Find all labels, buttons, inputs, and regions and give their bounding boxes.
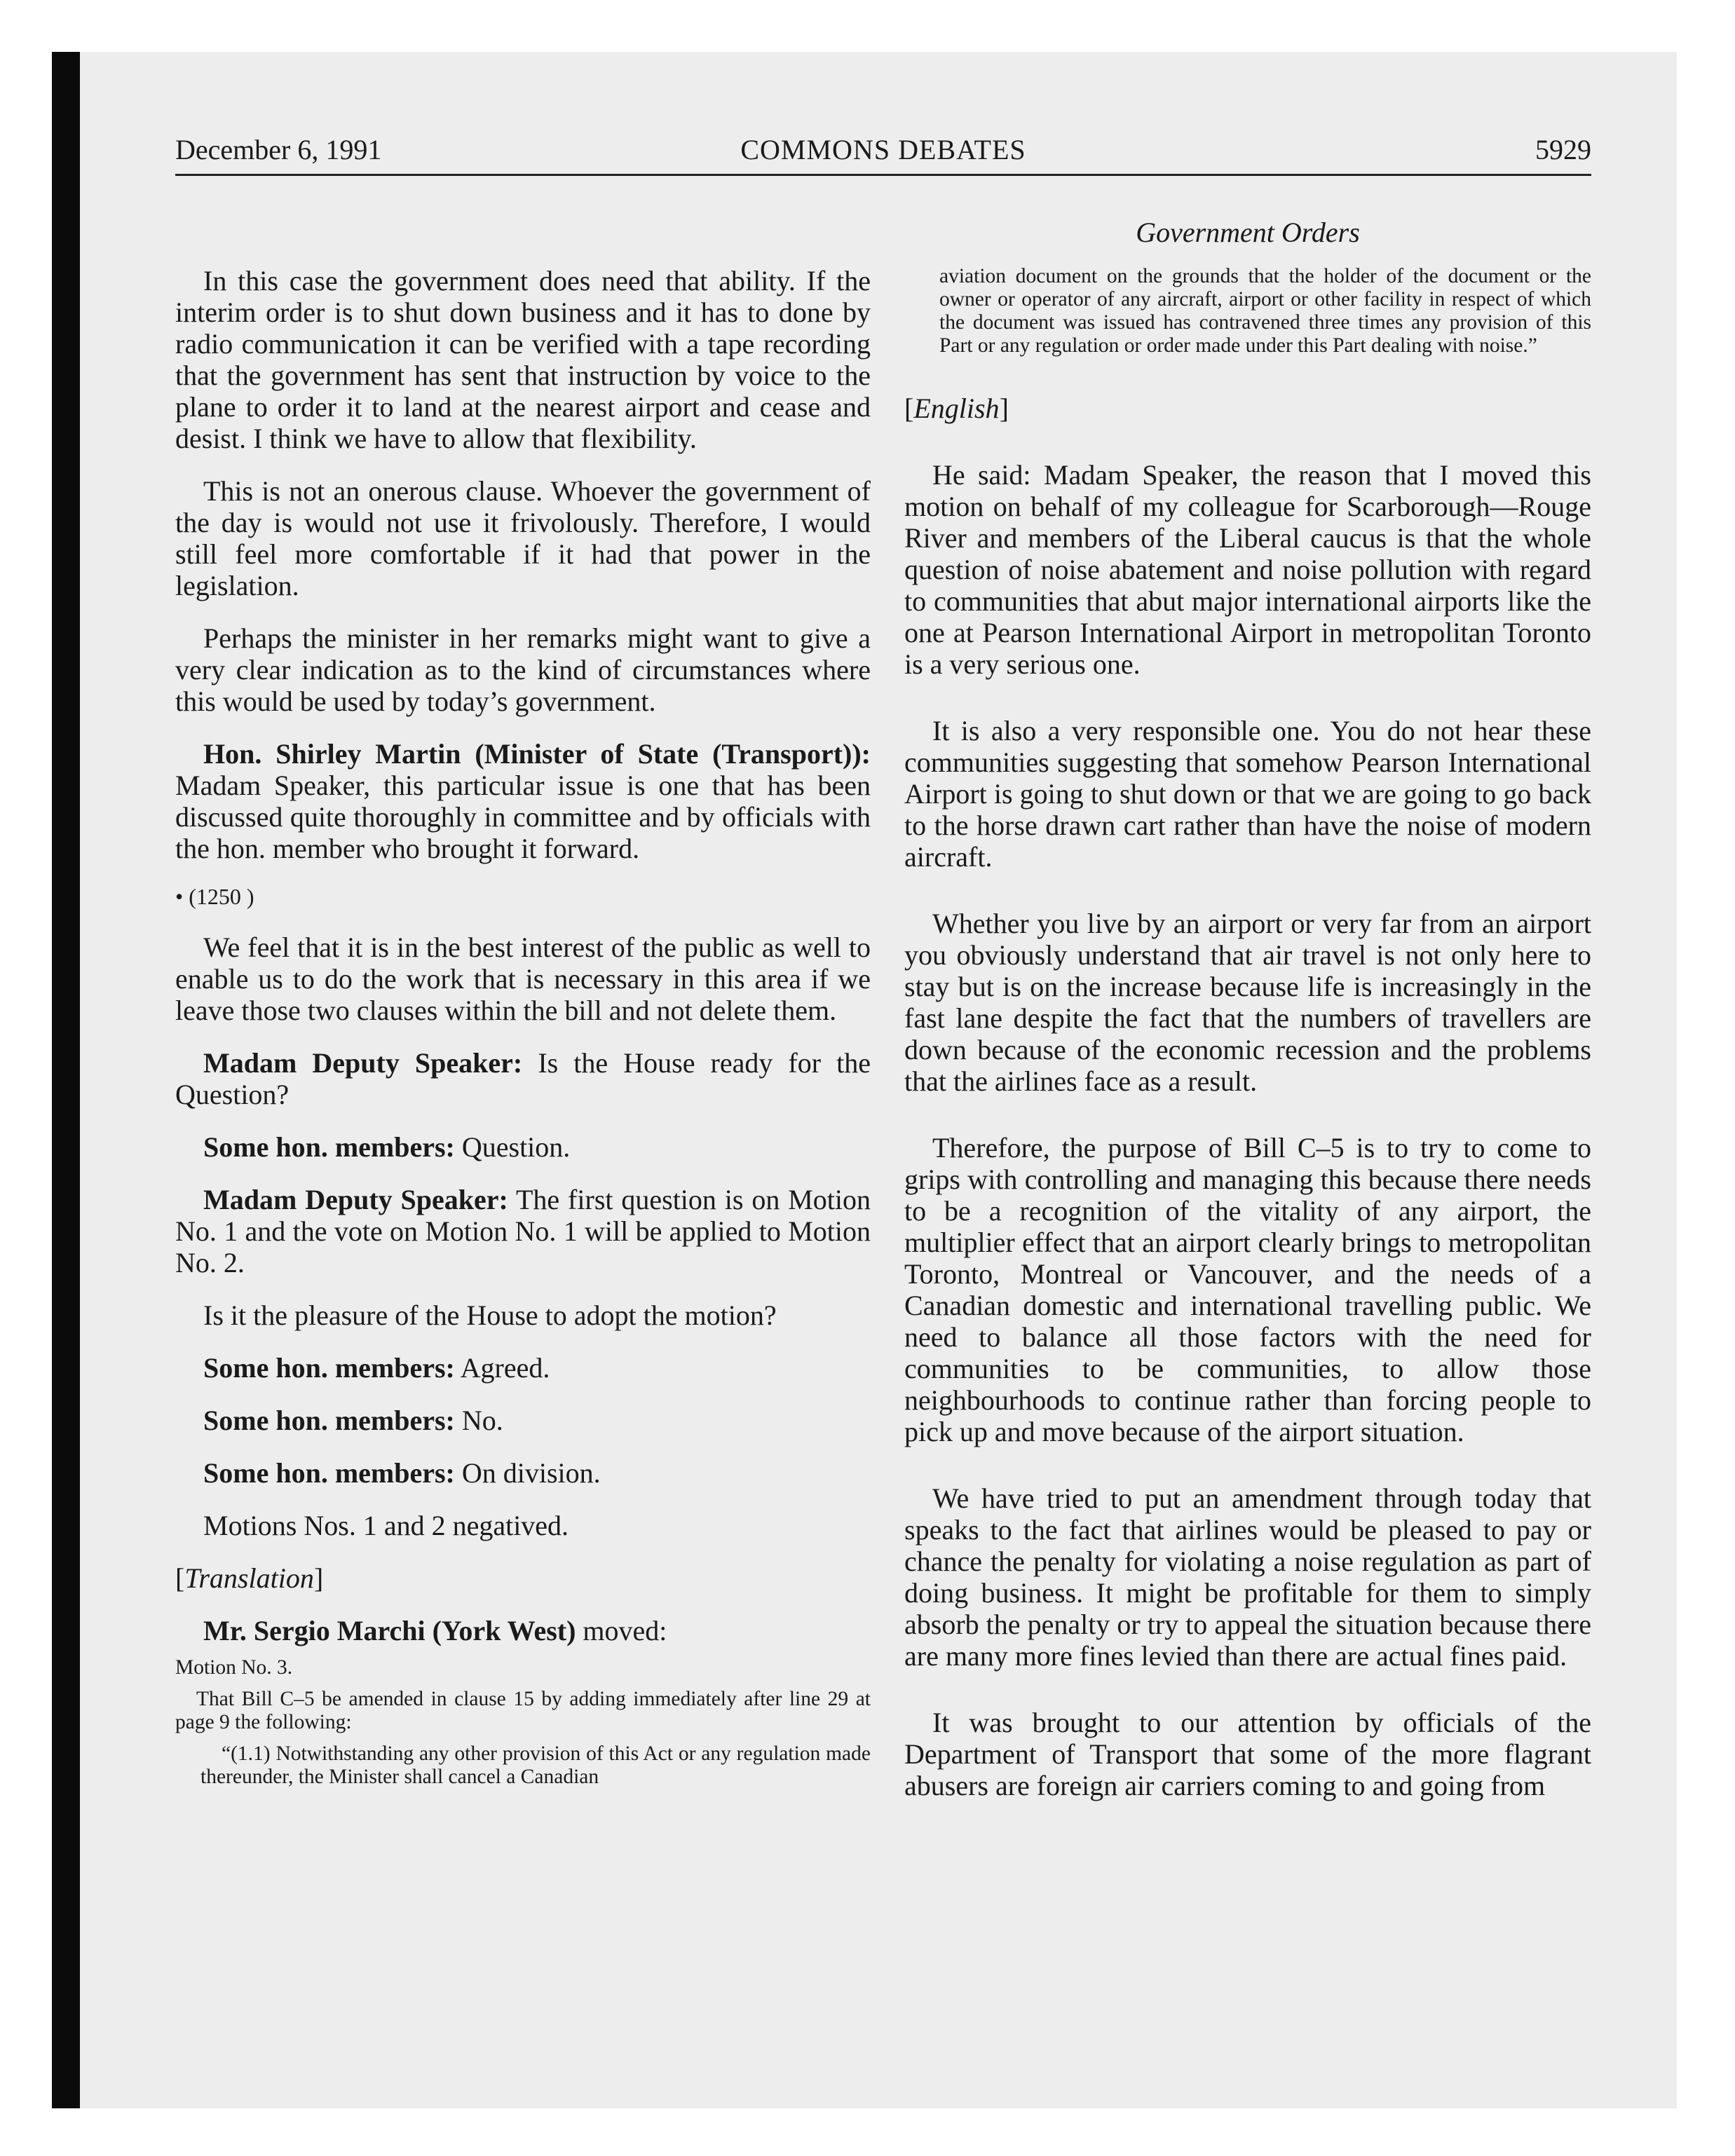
speaker-name: Some hon. members: — [203, 1352, 455, 1384]
paragraph: It is also a very responsible one. You do not hear these communities suggesting that somehow Pearson International Airport is going to shut down or that we are going to go back to the horse drawn cart rather than have the noise of modern aircraft. — [904, 715, 1591, 873]
speaker-name: Some hon. members: — [203, 1131, 455, 1163]
speech-text: No. — [461, 1405, 503, 1436]
right-column — [904, 265, 1591, 1801]
speaker-name: Some hon. members: — [203, 1457, 455, 1489]
paragraph: Therefore, the purpose of Bill C–5 is to try to come to grips with controlling and managing this because there needs to be a recognition of the vitality of any airport, the multiplier effect that an airport clearly brings to metropolitan Toronto, Montreal or Vancouver, and the needs of a Canadian domestic and international travelling public. We need to balance all those factors with the need for communities to be communities, to allow those neighbourhoods to continue rather than forcing people to pick up and move because of the airport situation. — [904, 1132, 1591, 1447]
speech-text: The first question is on Motion No. 1 and the vote on Motion No. 1 will be applied to Motion No. 2. — [175, 1184, 871, 1278]
paragraph: Is it the pleasure of the House to adopt the motion? — [203, 1299, 777, 1331]
time-marker: • (1250 ) — [175, 884, 254, 909]
speaker-name: Madam Deputy Speaker: — [203, 1184, 508, 1215]
speech-paragraph — [175, 1457, 871, 1489]
motion-label: Motion No. 3. — [175, 1656, 293, 1679]
speech-paragraph — [175, 1184, 871, 1278]
speech-text: moved: — [583, 1615, 667, 1646]
header-rule — [175, 174, 1591, 176]
header-date: December 6, 1991 — [175, 134, 382, 165]
motion-quote-continued: aviation document on the grounds that the holder of the document or the owner or operator of any aircraft, airport or other facility in respect of which the document was issued has contravened three times any provision of this Part or any regulation or order made under this Part dealing with noise.” — [939, 265, 1591, 357]
paragraph: We have tried to put an amendment through today that speaks to the fact that airlines would be pleased to pay or chance the penalty for violating a noise regulation as part of doing business. It might be profitable for them to simply absorb the penalty or try to appeal the situation because there are many more fines levied than there are actual fines paid. — [904, 1482, 1591, 1672]
header-title: COMMONS DEBATES — [740, 134, 1026, 165]
paragraph: Whether you live by an airport or very far from an airport you obviously understand that air travel is not only here to stay but is on the increase because life is increasingly in the fast lane despite the fact that the numbers of travellers are down because of the economic recession and the problems that the airlines face as a result. — [904, 908, 1591, 1097]
speech-paragraph — [175, 1047, 871, 1110]
paragraph: He said: Madam Speaker, the reason that I moved this motion on behalf of my colleague for Scarborough—Rouge River and members of the Liberal caucus is that the whole question of noise abatement and noise pollution with regard to communities that abut major international airports like the one at Pearson International Airport in metropolitan Toronto is a very serious one. — [904, 459, 1591, 680]
motion-quote: “(1.1) Notwithstanding any other provision of this Act or any regulation made thereunder, the Minister shall cancel a Canadian — [200, 1742, 871, 1788]
speech-text: Madam Speaker, this particular issue is one that has been discussed quite thoroughly in committee and by officials with the hon. member who brought it forward. — [175, 770, 871, 864]
page-number: 5929 — [1535, 134, 1591, 165]
speaker-name: Mr. Sergio Marchi (York West) — [203, 1615, 576, 1646]
left-column — [175, 265, 871, 1789]
paragraph: It was brought to our attention by officials of the Department of Transport that some of the more flagrant abusers are foreign air carriers coming to and going from — [904, 1707, 1591, 1801]
scan-binding-edge — [52, 52, 80, 2108]
speaker-name: Some hon. members: — [203, 1405, 455, 1436]
translation-tag: [Translation] — [175, 1562, 324, 1594]
speaker-name: Madam Deputy Speaker: — [203, 1047, 523, 1079]
speech-text: Question. — [461, 1131, 571, 1163]
speech-paragraph — [175, 738, 871, 864]
paragraph: We feel that it is in the best interest of the public as well to enable us to do the work that is necessary in this area if we leave those two clauses within the bill and not delete them. — [175, 932, 871, 1026]
speech-paragraph — [175, 1405, 871, 1436]
speech-text: Agreed. — [460, 1352, 550, 1384]
paragraph: Perhaps the minister in her remarks might want to give a very clear indication as to the kind of circumstances where this would be used by today’s government. — [175, 622, 871, 717]
speech-paragraph — [175, 1615, 871, 1646]
english-tag: [English] — [904, 393, 1009, 424]
section-heading: Government Orders — [1136, 217, 1360, 248]
running-head — [175, 133, 1591, 175]
speech-text: Is the House ready for the Question? — [175, 1047, 871, 1110]
motion-text: That Bill C–5 be amended in clause 15 by adding immediately after line 29 at page 9 the following: — [175, 1688, 871, 1733]
paragraph: This is not an onerous clause. Whoever the government of the day is would not use it frivolously. Therefore, I would still feel more comfortable if it had that power in the legislation. — [175, 475, 871, 601]
speaker-name: Hon. Shirley Martin (Minister of State (Transport)): — [203, 738, 871, 770]
paragraph: Motions Nos. 1 and 2 negatived. — [203, 1510, 569, 1541]
speech-paragraph — [175, 1352, 871, 1384]
speech-paragraph — [175, 1131, 871, 1163]
speech-text: On division. — [461, 1457, 601, 1489]
paragraph: In this case the government does need that ability. If the interim order is to shut down business and it has to done by radio communication it can be verified with a tape recording that the government has sent that instruction by voice to the plane to order it to land at the nearest airport and cease and desist. I think we have to allow that flexibility. — [175, 265, 871, 454]
